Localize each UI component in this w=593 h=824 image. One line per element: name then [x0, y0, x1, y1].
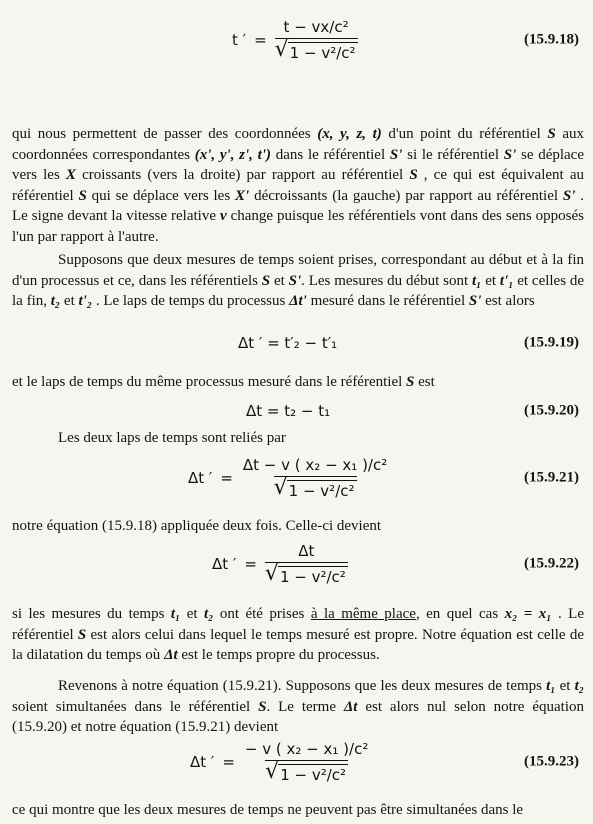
eq-radicand: 1 − v²/c² [288, 482, 355, 500]
variable: S' [503, 146, 517, 163]
eq-denominator [275, 38, 358, 62]
variable: t₂ [50, 293, 61, 310]
eq-numerator: Δt [298, 542, 315, 560]
paragraph-2 [12, 250, 584, 312]
variable: X [65, 167, 76, 184]
text: si le référentiel [402, 146, 504, 163]
text: , en quel cas [415, 606, 505, 622]
text: soient simultanées dans le référentiel [12, 698, 259, 715]
variable: S [547, 126, 556, 142]
text: qui nous permettent de passer des coordonnées [12, 126, 318, 142]
text: est alors [481, 293, 535, 310]
variable: t'₁ [499, 272, 514, 289]
variable: v [219, 208, 227, 225]
eq-fraction [265, 542, 348, 586]
eq-equals: = [254, 31, 267, 49]
text: . Le référentiel [12, 606, 584, 643]
text: . Les mesures du début sont [301, 272, 472, 289]
variable: t₁ [170, 606, 181, 622]
variable: t₁ [546, 678, 556, 694]
eq-equals: = [220, 469, 233, 487]
variable: S [77, 626, 87, 643]
text: si les mesures du temps [12, 606, 171, 622]
equation-15-9-21 [0, 452, 593, 504]
eq-denominator [274, 476, 357, 500]
text: et [555, 678, 575, 694]
paragraph-7 [12, 676, 584, 738]
paragraph-5 [12, 516, 584, 537]
text: se déplace vers les [12, 146, 584, 184]
paragraph-8 [12, 800, 584, 821]
eq-fraction [275, 18, 358, 62]
variable: S' [468, 293, 482, 310]
equation-15-9-19 [0, 328, 593, 358]
text: croissants (vers la droite) par rapport au référentiel [75, 167, 410, 184]
eq-lhs: Δt ′ [188, 469, 213, 487]
sqrt-icon: √ [264, 561, 279, 586]
eq-denominator [265, 760, 348, 784]
equation-number: (15.9.20) [524, 402, 579, 419]
eq-fraction [243, 740, 370, 784]
variable: x₂ = x₁ [504, 606, 552, 622]
equation-15-9-22 [0, 538, 593, 590]
eq-equals: = [244, 555, 257, 573]
variable: S [258, 698, 267, 715]
equation-15-9-18 [0, 14, 593, 66]
eq-numerator: Δt − v ( x₂ − x₁ )/c² [242, 456, 388, 474]
sqrt-icon: √ [273, 475, 288, 500]
paragraph-1 [12, 124, 584, 248]
text: décroissants (la gauche) par rapport au référentiel [249, 187, 563, 204]
paragraph-3 [12, 372, 584, 393]
variable: Δt [164, 647, 178, 664]
eq-lhs: Δt ′ [190, 753, 215, 771]
variable: t'₂ [78, 293, 93, 310]
text: . Le signe devant la vitesse relative [12, 187, 584, 225]
variable: S' [288, 272, 302, 289]
eq-numerator: t − vx/c² [283, 18, 349, 36]
text: est alors celui dans lequel le temps mesuré est propre. Notre équation est celle de la dilatation du temps où [12, 626, 584, 664]
variable: S' [562, 187, 576, 204]
variable: Δt [343, 698, 358, 715]
text: d'un point du référentiel [381, 126, 548, 142]
equation-number: (15.9.18) [524, 31, 579, 48]
eq-lhs: Δt ′ [212, 555, 237, 573]
text: ce qui montre que les deux mesures de temps ne peuvent pas être simultanées dans le [12, 802, 524, 818]
equation-15-9-20 [0, 396, 593, 426]
eq-radicand: 1 − v²/c² [280, 766, 347, 784]
variable: t₂ [204, 606, 214, 622]
eq-denominator [265, 562, 348, 586]
variable: S [409, 167, 418, 184]
eq-numerator: − v ( x₂ − x₁ )/c² [244, 740, 369, 758]
variable: S [261, 272, 271, 289]
equation-number: (15.9.21) [524, 469, 579, 486]
variable: Δt' [289, 293, 307, 310]
sqrt-icon: √ [274, 37, 289, 62]
variable: t₂ [574, 678, 584, 694]
eq-expression: Δt = t₂ − t₁ [246, 402, 331, 420]
equation-number: (15.9.19) [524, 334, 579, 351]
text: change puisque les référentiels vont dans des sens opposés l'un par rapport à l'autre. [12, 208, 584, 245]
equation-number: (15.9.23) [524, 753, 579, 770]
eq-radicand: 1 − v²/c² [279, 568, 346, 586]
text: et [270, 272, 289, 289]
text: Les deux laps de temps sont reliés par [58, 430, 286, 446]
text: est le temps propre du processus. [177, 647, 380, 664]
sqrt-icon: √ [265, 759, 280, 784]
text: et [481, 272, 500, 289]
variable: X' [235, 187, 250, 204]
text: mesuré dans le référentiel [306, 293, 469, 310]
variable: S' [389, 146, 403, 163]
eq-equals: = [222, 753, 235, 771]
variable: S [406, 374, 415, 390]
text: et [180, 606, 204, 622]
paragraph-4 [12, 428, 584, 449]
text: qui se déplace vers les [86, 187, 236, 204]
underlined-text: à la même place [310, 606, 416, 622]
text: est [414, 374, 435, 390]
text: aux coordonnées correspondantes [12, 126, 584, 163]
eq-fraction [241, 456, 389, 500]
eq-lhs: t ′ [232, 31, 247, 49]
text: ont été prises [213, 606, 311, 622]
text: . Le terme [266, 698, 344, 715]
paragraph-6 [12, 604, 584, 666]
text: et [60, 293, 79, 310]
eq-expression: Δt ′ = t′₂ − t′₁ [238, 334, 338, 352]
text: notre équation (15.9.18) appliquée deux fois. Celle-ci devient [12, 518, 382, 534]
text: , ce qui est équivalent au référentiel [12, 167, 584, 204]
eq-radicand: 1 − v²/c² [289, 44, 356, 62]
variable: (x', y', z', t') [194, 146, 271, 163]
text: et celles de la fin, [12, 272, 585, 310]
variable: S [78, 187, 87, 204]
text: Supposons que deux mesures de temps soient prises, correspondant au début et à la fin d'un processus et ce, dans les référentiels [12, 252, 584, 289]
equation-number: (15.9.22) [524, 555, 579, 572]
text: dans le référentiel [271, 146, 390, 163]
text: . Le laps de temps du processus [92, 293, 290, 310]
variable: (x, y, z, t) [317, 126, 382, 142]
text: et le laps de temps du même processus mesuré dans le référentiel [12, 374, 407, 390]
text: Revenons à notre équation (15.9.21). Supposons que les deux mesures de temps [58, 678, 547, 694]
equation-15-9-23 [0, 736, 593, 788]
text: est alors nul selon notre équation (15.9.20) et notre équation (15.9.21) devient [12, 698, 585, 736]
variable: t₁ [471, 272, 482, 289]
